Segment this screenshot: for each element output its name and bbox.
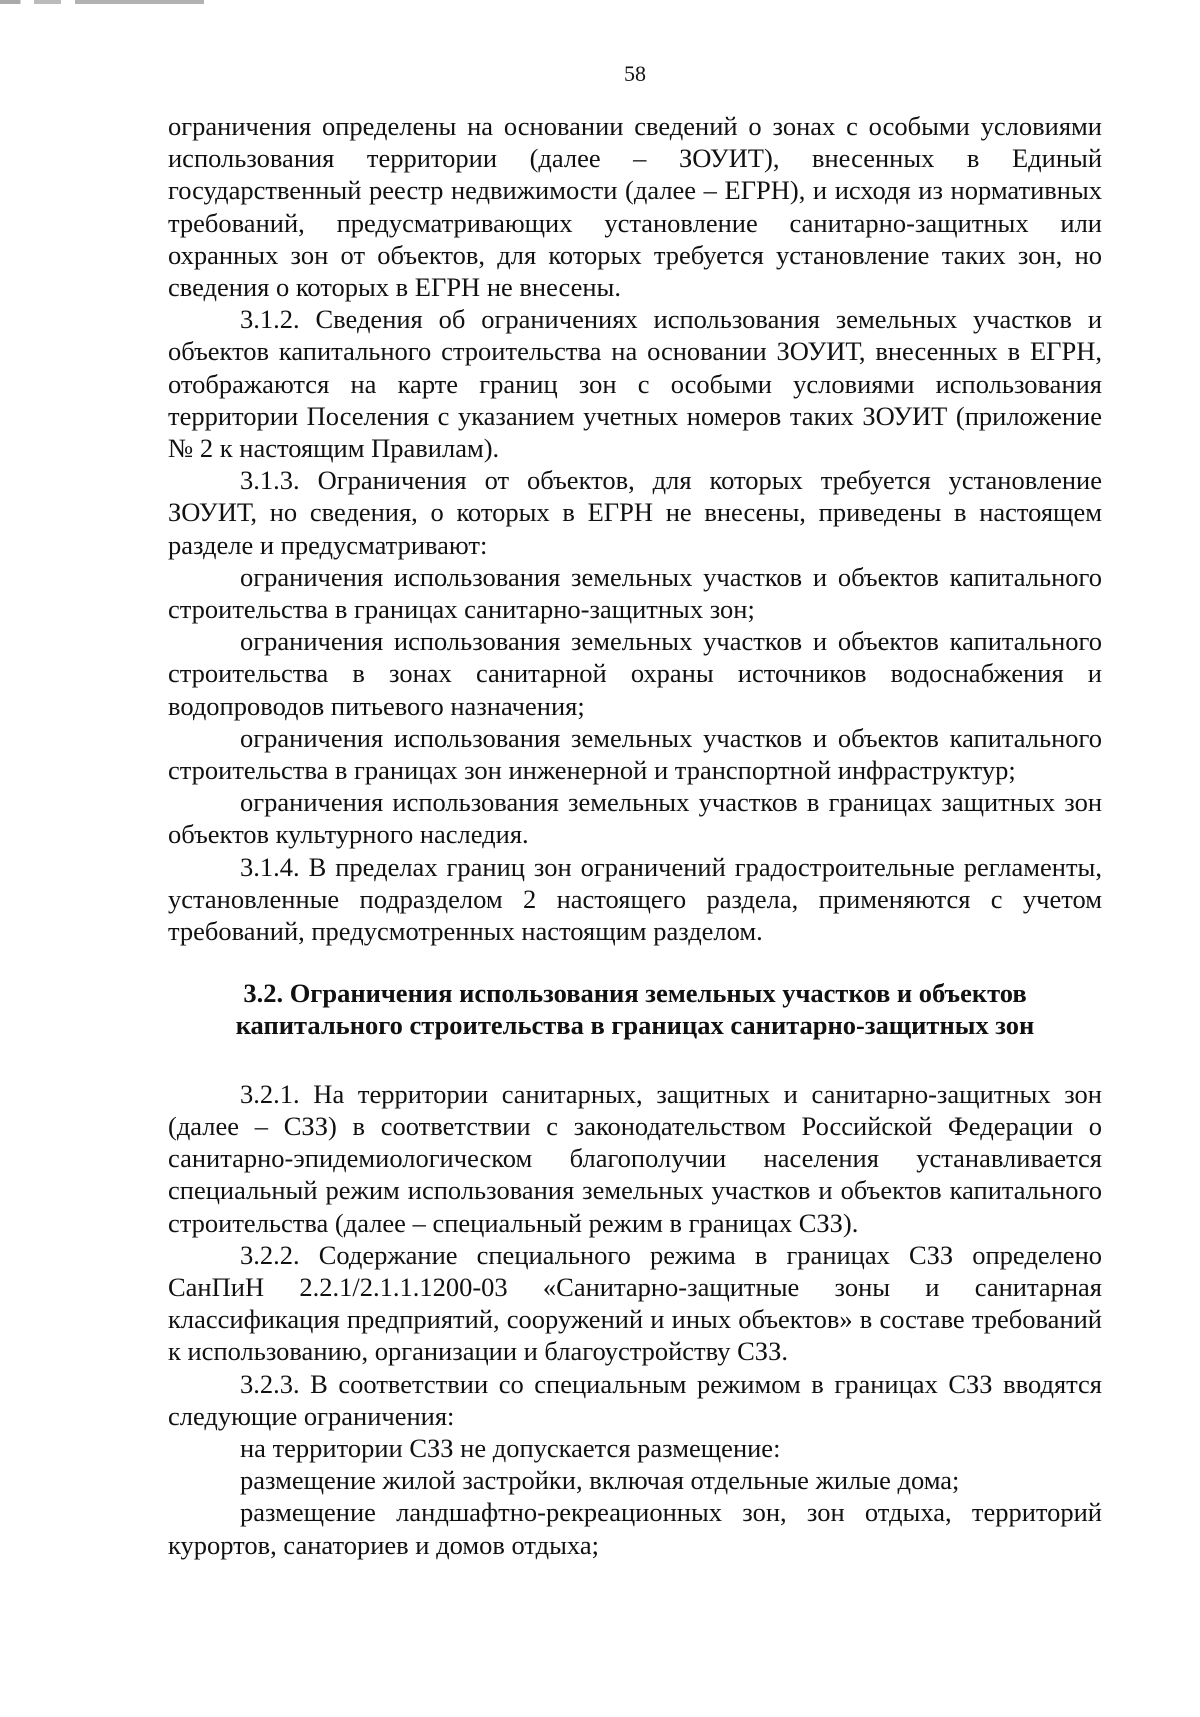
list-item: на территории СЗЗ не допускается размещение:	[240, 1432, 781, 1463]
paragraph-continuation: ограничения определены на основании сведений о зонах с особыми условиями использования территории (далее – ЗОУИТ), внесенных в Единый государственный реестр недвижимости (далее – ЕГРН), и исходя из нормативных требований, предусматривающих установление санитарно-защитных или охранных зон от объектов, для которых требуется установление таких зон, но сведения о которых в ЕГРН не внесены.	[168, 111, 1102, 303]
page-number: 58	[624, 61, 646, 86]
paragraph-3-1-3: 3.1.3. Ограничения от объектов, для которых требуется установление ЗОУИТ, но сведения, о которых в ЕГРН не внесены, приведены в настоящем разделе и предусматривают:	[168, 465, 1102, 560]
paragraph-3-1-4: 3.1.4. В пределах границ зон ограничений градостроительные регламенты, установленные подразделом 2 настоящего раздела, применяются с учетом требований, предусмотренных настоящим разделом.	[168, 851, 1102, 947]
list-item: ограничения использования земельных участков и объектов капитального строительства в границах зон инженерной и транспортной инфраструктур;	[168, 722, 1102, 786]
scan-edge-marks	[0, 0, 340, 4]
paragraph-3-2-3: 3.2.3. В соответствии со специальным режимом в границах СЗЗ вводятся следующие ограничения:	[168, 1368, 1102, 1431]
list-item: размещение жилой застройки, включая отдельные жилые дома;	[240, 1465, 960, 1496]
list-item: ограничения использования земельных участков и объектов капитального строительства в границах санитарно-защитных зон;	[168, 561, 1102, 625]
paragraph-3-2-1: 3.2.1. На территории санитарных, защитных и санитарно-защитных зон (далее – СЗЗ) в соответствии с законодательством Российской Федерации о санитарно-эпидемиологическом благополучии населения устанавливается специальный режим использования земельных участков и объектов капитального строительства (далее – специальный режим в границах СЗЗ).	[168, 1078, 1102, 1238]
list-item: ограничения использования земельных участков в границах защитных зон объектов культурного наследия.	[168, 787, 1102, 850]
section-heading-3-2	[168, 977, 1102, 1041]
list-item: размещение ландшафтно-рекреационных зон, зон отдыха, территорий курортов, санаториев и домов отдыха;	[168, 1497, 1102, 1560]
list-item: ограничения использования земельных участков и объектов капитального строительства в зонах санитарной охраны источников водоснабжения и водопроводов питьевого назначения;	[168, 626, 1102, 721]
body-text-before	[168, 110, 1102, 947]
body-text-after	[168, 1078, 1102, 1561]
section-heading-line: 3.2. Ограничения использования земельных участков и объектов	[243, 978, 1027, 1009]
section-heading-line: капитального строительства в границах санитарно-защитных зон	[235, 1010, 1035, 1041]
document-page	[168, 52, 1102, 1561]
paragraph-3-2-2: 3.2.2. Содержание специального режима в границах СЗЗ определено СанПиН 2.2.1/2.1.1.1200-03 «Санитарно-защитные зоны и санитарная классификация предприятий, сооружений и иных объектов» в составе требований к использованию, организации и благоустройству СЗЗ.	[168, 1239, 1102, 1367]
paragraph-3-1-2: 3.1.2. Сведения об ограничениях использования земельных участков и объектов капитального строительства на основании ЗОУИТ, внесенных в ЕГРН, отображаются на карте границ зон с особыми условиями использования территории Поселения с указанием учетных номеров таких ЗОУИТ (приложение № 2 к настоящим Правилам).	[168, 304, 1102, 464]
